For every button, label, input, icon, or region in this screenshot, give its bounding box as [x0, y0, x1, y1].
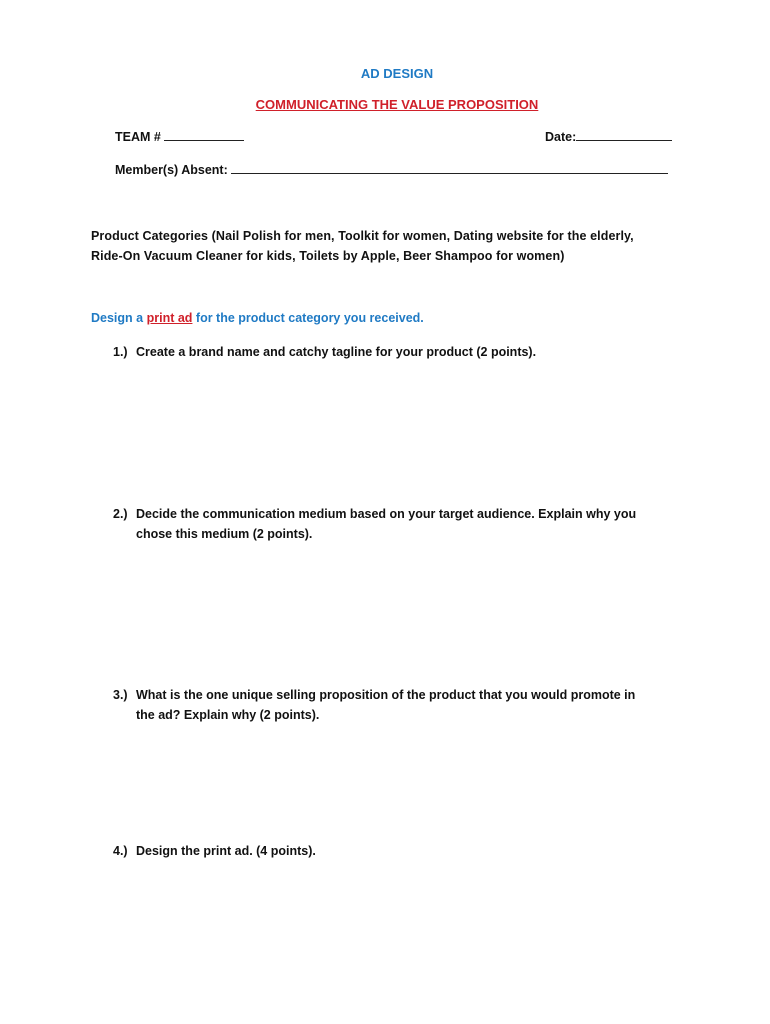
instruction-highlight: print ad: [146, 311, 193, 325]
question-text: Design the print ad. (4 points).: [136, 844, 316, 858]
question-3: [113, 685, 635, 725]
question-number: 2.): [113, 507, 128, 521]
date-blank-line: [576, 139, 672, 141]
question-2: [113, 504, 636, 544]
question-4: [113, 841, 316, 861]
document-subtitle: COMMUNICATING THE VALUE PROPOSITION: [255, 97, 539, 112]
question-text-continued: chose this medium (2 points).: [136, 527, 313, 541]
date-field: [545, 130, 672, 144]
members-absent-blank-line: [231, 172, 668, 174]
instruction-suffix: for the product category you received.: [195, 311, 424, 325]
product-categories-line-2: Ride-On Vacuum Cleaner for kids, Toilets by Apple, Beer Shampoo for women): [91, 249, 565, 263]
members-absent-field: [115, 163, 668, 177]
instruction-prefix: Design a: [91, 311, 144, 325]
team-field: [115, 130, 244, 144]
instruction: [91, 311, 424, 325]
question-text: Decide the communication medium based on your target audience. Explain why you: [136, 507, 637, 521]
question-number: 3.): [113, 688, 128, 702]
question-text: Create a brand name and catchy tagline for your product (2 points).: [136, 345, 537, 359]
question-text: What is the one unique selling proposition of the product that you would promote in: [136, 688, 636, 702]
document-title: AD DESIGN: [360, 66, 434, 81]
team-blank-line: [164, 139, 244, 141]
team-label: TEAM #: [115, 130, 161, 144]
question-text-continued: the ad? Explain why (2 points).: [136, 708, 320, 722]
product-categories: [91, 226, 634, 266]
product-categories-line-1: Product Categories (Nail Polish for men, Toolkit for women, Dating website for the elderly,: [91, 229, 634, 243]
members-absent-label: Member(s) Absent:: [115, 163, 228, 177]
date-label: Date:: [545, 130, 577, 144]
question-number: 4.): [113, 844, 128, 858]
question-number: 1.): [113, 345, 128, 359]
question-1: [113, 342, 536, 362]
